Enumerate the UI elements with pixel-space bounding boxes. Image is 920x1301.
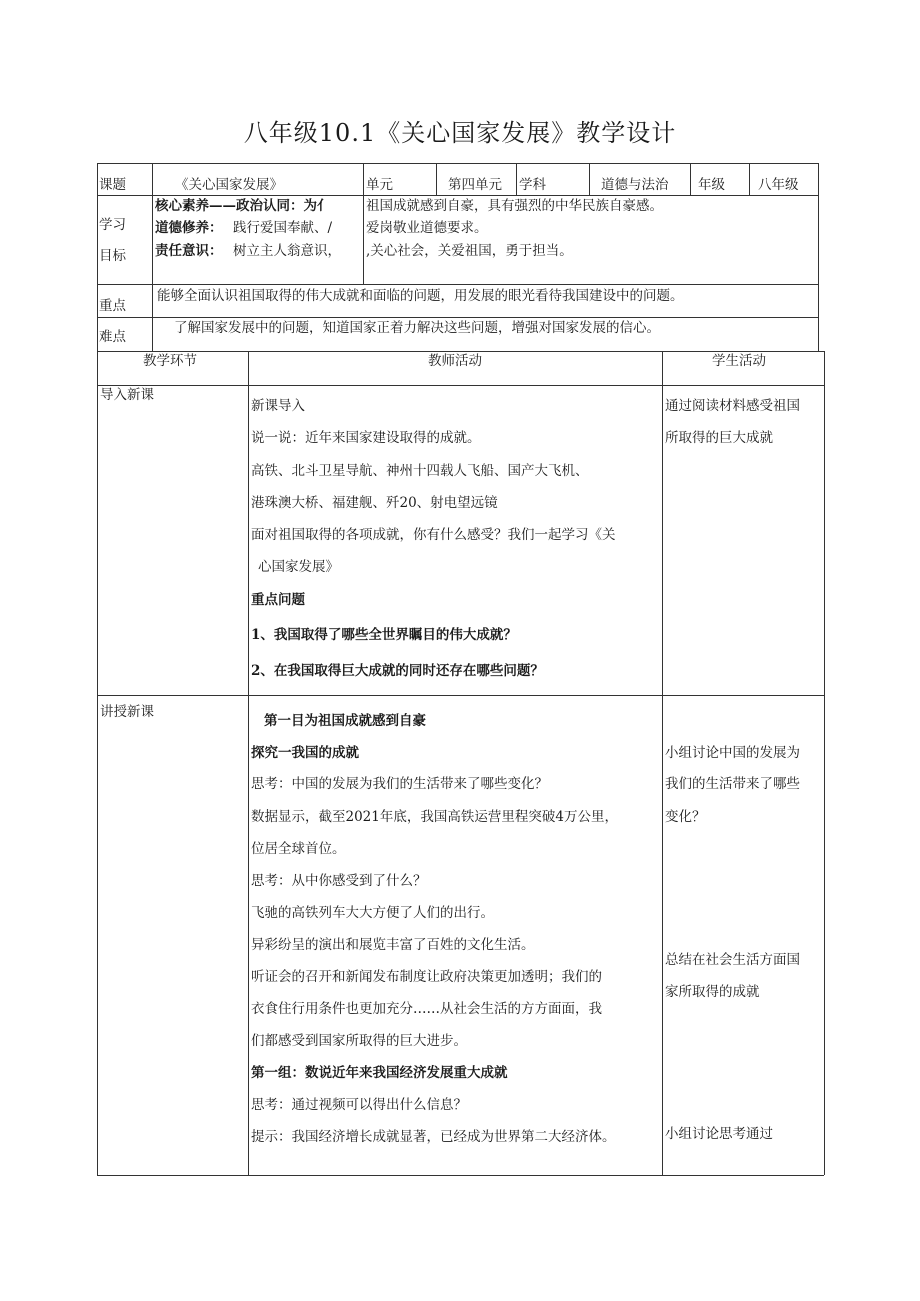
table-rule: [690, 163, 691, 196]
responsibility-label: 责任意识：: [155, 243, 223, 259]
unit-label: 单元: [366, 177, 393, 193]
table-rule: [436, 163, 437, 196]
table-rule: [363, 163, 364, 285]
table-rule: [97, 385, 824, 386]
lecture-line: 思考：从中你感受到了什么？: [251, 873, 427, 889]
lecture-line: 听证会的召开和新闻发布制度让政府决策更加透明；我们的: [251, 969, 602, 985]
intro-line: 港珠澳大桥、福建舰、歼20、射电望远镜: [251, 495, 498, 511]
goals-label: 学习: [99, 217, 126, 233]
intro-line: 面对祖国取得的各项成就，你有什么感受？我们一起学习《关: [251, 527, 616, 543]
lecture-line: 数据显示，截至2021年底，我国高铁运营里程突破4万公里，: [251, 809, 618, 825]
lecture-student-activity: 总结在社会生活方面国: [665, 952, 800, 968]
subject-value: 道德与法治: [601, 177, 669, 193]
unit-value: 第四单元: [448, 177, 502, 193]
lecture-line: 衣食住行用条件也更加充分……从社会生活的方方面面，我: [251, 1001, 602, 1017]
table-rule: [248, 351, 249, 1175]
teacher-header: 教师活动: [428, 353, 482, 369]
grade-label: 年级: [698, 177, 725, 193]
table-rule: [97, 163, 98, 351]
explore-title: 探究一我国的成就: [251, 745, 359, 761]
moral-label: 道德修养：: [155, 220, 223, 236]
intro-student-activity: 所取得的巨大成就: [665, 430, 773, 446]
table-rule: [97, 351, 824, 352]
table-rule: [97, 163, 818, 164]
lesson-value: 《关心国家发展》: [175, 177, 283, 193]
key-question: 2、在我国取得巨大成就的同时还存在哪些问题？: [251, 663, 544, 679]
goals-label: 目标: [99, 248, 126, 264]
student-header: 学生活动: [712, 353, 766, 369]
intro-line: 高铁、北斗卫星导航、神州十四载人飞船、国产大飞机、: [251, 463, 589, 479]
core-literacy-label: 核心素养——政治认同：为亻: [155, 198, 331, 214]
intro-stage: 导入新课: [100, 387, 154, 403]
intro-line: 说一说：近年来国家建设取得的成就。: [251, 430, 481, 446]
responsibility-text: ,关心社会，关爱祖国，勇于担当。: [366, 243, 573, 259]
intro-line: 心国家发展》: [258, 559, 339, 575]
group1-title: 第一组：数说近年来我国经济发展重大成就: [251, 1065, 508, 1081]
lecture-line: 位居全球首位。: [251, 841, 346, 857]
lesson-label: 课题: [99, 177, 126, 193]
responsibility-text: 树立主人翁意识，: [233, 243, 341, 259]
lecture-line: 提示：我国经济增长成就显著，已经成为世界第二大经济体。: [251, 1129, 616, 1145]
lecture-student-activity: 我们的生活带来了哪些: [665, 776, 800, 792]
difficult-point-label: 难点: [99, 329, 126, 345]
table-rule: [97, 317, 818, 318]
lecture-student-activity: 变化？: [665, 809, 706, 825]
key-point-text: 能够全面认识祖国取得的伟大成就和面临的问题，用发展的眼光看待我国建设中的问题。: [157, 288, 684, 304]
lecture-line: 飞驰的高铁列车大大方便了人们的出行。: [251, 905, 494, 921]
lecture-student-activity: 小组讨论思考通过: [665, 1126, 773, 1142]
table-rule: [749, 163, 750, 196]
table-rule: [97, 1175, 824, 1176]
key-question: 1、我国取得了哪些全世界瞩目的伟大成就？: [251, 627, 517, 643]
table-rule: [152, 163, 153, 351]
moral-text: 践行爱国奉献、/: [233, 220, 333, 236]
lecture-stage: 讲授新课: [100, 704, 154, 720]
stage-header: 教学环节: [143, 353, 197, 369]
moral-text: 爱岗敬业道德要求。: [366, 220, 488, 236]
intro-student-activity: 通过阅读材料感受祖国: [665, 398, 800, 414]
table-rule: [516, 163, 517, 196]
section-title: 第一目为祖国成就感到自豪: [264, 713, 426, 729]
lecture-line: 异彩纷呈的演出和展览丰富了百姓的文化生活。: [251, 937, 535, 953]
table-rule: [818, 163, 819, 351]
grade-value: 八年级: [758, 177, 799, 193]
key-questions-title: 重点问题: [251, 592, 305, 608]
table-rule: [97, 351, 98, 1175]
lecture-student-activity: 小组讨论中国的发展为: [665, 745, 800, 761]
lecture-line: 思考：中国的发展为我们的生活带来了哪些变化？: [251, 776, 548, 792]
intro-line: 新课导入: [251, 398, 305, 414]
table-rule: [824, 351, 825, 1175]
table-rule: [589, 163, 590, 196]
key-point-label: 重点: [99, 298, 126, 314]
subject-label: 学科: [519, 177, 546, 193]
table-rule: [662, 351, 663, 1175]
lecture-line: 们都感受到国家所取得的巨大进步。: [251, 1033, 467, 1049]
lecture-line: 思考：通过视频可以得出什么信息？: [251, 1097, 467, 1113]
table-rule: [97, 695, 824, 696]
table-rule: [97, 195, 818, 196]
table-rule: [97, 284, 818, 285]
lecture-student-activity: 家所取得的成就: [665, 984, 760, 1000]
core-literacy-text: 祖国成就感到自豪，具有强烈的中华民族自豪感。: [366, 198, 663, 214]
page-title: 八年级10.1《关心国家发展》教学设计: [243, 119, 677, 147]
difficult-point-text: 了解国家发展中的问题，知道国家正着力解决这些问题，增强对国家发展的信心。: [174, 320, 660, 336]
